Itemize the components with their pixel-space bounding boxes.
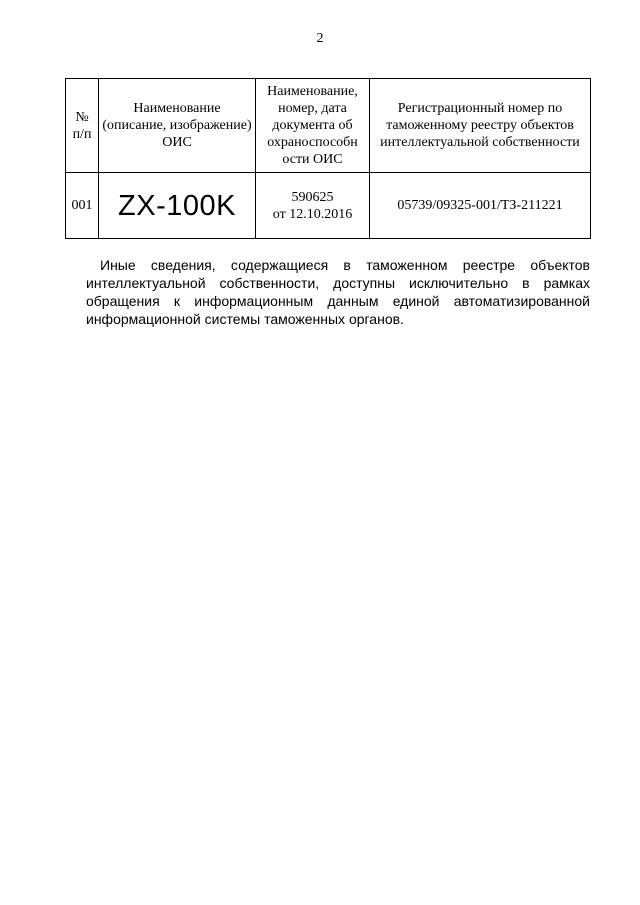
page-number: 2 [316,31,324,46]
cell-doc [256,173,370,239]
cell-reg: 05739/09325-001/ТЗ-211221 [370,173,591,239]
header-reg: Регистрационный номер по таможенному реестру объектов интеллектуальной собственности [370,79,591,173]
doc-number: 590625 [291,189,334,205]
header-name: Наименование (описание, изображение) ОИС [99,79,256,173]
header-num: № п/п [66,79,99,173]
note-paragraph [86,256,590,328]
table-row [66,173,591,239]
cell-num: 001 [66,173,99,239]
note-text: Иные сведения, содержащиеся в таможенном реестре объектов интеллектуальной собственности, доступны исключительно в рамках обращения к информационным данным единой автоматизированной информационной системы таможенных органов. [86,257,590,327]
table-header-row [66,79,591,173]
ip-register-table [65,78,591,239]
doc-date: от 12.10.2016 [272,206,353,222]
header-doc: Наименование, номер, дата документа об охраноспособн ости ОИС [256,79,370,173]
cell-trademark [99,173,256,239]
trademark-text: ZX-100K [118,189,236,222]
